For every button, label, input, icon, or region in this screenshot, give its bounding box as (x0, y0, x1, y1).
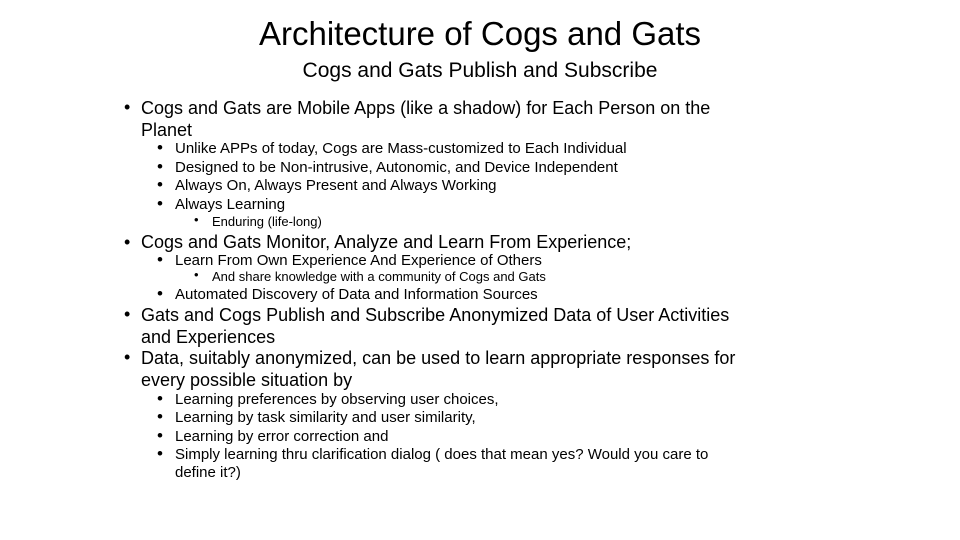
bullet-text: and Experiences (141, 327, 276, 347)
bullet: • (194, 212, 199, 227)
page-title: Architecture of Cogs and Gats (258, 15, 702, 52)
bullet-text: Learning by error correction and (175, 428, 389, 445)
bullet-text: Enduring (life-long) (212, 214, 322, 229)
bullet-text: Unlike APPs of today, Cogs are Mass-customized to Each Individual (175, 140, 627, 157)
bullet-text: Designed to be Non-intrusive, Autonomic, and Device Independent (175, 159, 618, 176)
bullet: • (157, 444, 163, 463)
bullet: • (157, 175, 163, 194)
bullet-text: Cogs and Gats are Mobile Apps (like a shadow) for Each Person on the (141, 98, 711, 118)
bullet-text: Simply learning thru clarification dialog ( does that mean yes? Would you care to (175, 446, 709, 463)
bullet-text: Learn From Own Experience And Experience of Others (175, 252, 542, 269)
bullet-text: Learning preferences by observing user choices, (175, 391, 499, 408)
bullet: • (157, 250, 163, 269)
bullet: • (157, 284, 163, 303)
bullet: • (157, 138, 163, 157)
bullet: • (157, 389, 163, 408)
bullet: • (157, 407, 163, 426)
bullet: • (157, 194, 163, 213)
bullet-text: define it?) (175, 464, 241, 481)
bullet-text: Always On, Always Present and Always Working (175, 177, 497, 194)
bullet: • (124, 97, 131, 117)
bullet: • (194, 267, 199, 282)
bullet: • (124, 347, 131, 367)
bullet-text: Gats and Cogs Publish and Subscribe Anonymized Data of User Activities (141, 305, 730, 325)
bullet: • (124, 304, 131, 324)
bullet-text: Planet (141, 120, 193, 140)
bullet-text: Data, suitably anonymized, can be used to learn appropriate responses for (141, 348, 736, 368)
bullet-text: Learning by task similarity and user similarity, (175, 409, 476, 426)
bullet-text: And share knowledge with a community of Cogs and Gats (212, 269, 546, 284)
bullet: • (124, 232, 131, 252)
bullet-text: Cogs and Gats Monitor, Analyze and Learn From Experience; (141, 232, 632, 252)
bullet: • (157, 426, 163, 445)
page-subtitle: Cogs and Gats Publish and Subscribe (302, 59, 658, 82)
bullet: • (157, 157, 163, 176)
bullet-text: Automated Discovery of Data and Information Sources (175, 286, 538, 303)
bullet-text: every possible situation by (141, 370, 353, 390)
bullet-text: Always Learning (175, 196, 286, 213)
